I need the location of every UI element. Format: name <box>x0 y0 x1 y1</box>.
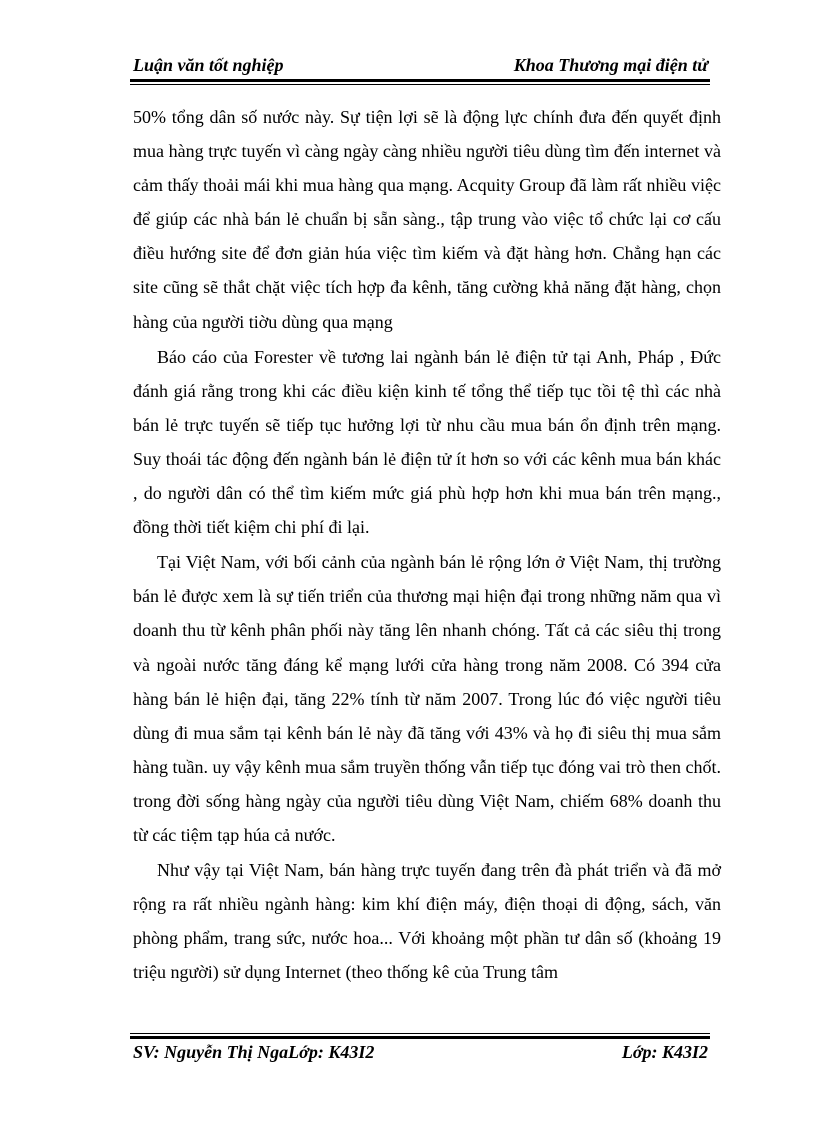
header-divider-thick <box>130 79 710 82</box>
paragraph-4: Như vậy tại Việt Nam, bán hàng trực tuyến đang trên đà phát triển và đã mở rộng ra rất nhiều ngành hàng: kim khí điện máy, điện thoại di động, sách, văn phòng phẩm, trang sức, nước hoa... Với khoảng một phần tư dân số (khoảng 19 triệu người) sử dụng Internet (theo thống kê của Trung tâm <box>133 860 721 983</box>
header-right-title: Khoa Thương mại điện tử <box>513 55 708 75</box>
paragraph-1: 50% tổng dân số nước này. Sự tiện lợi sẽ là động lực chính đưa đến quyết định mua hàng trực tuyến vì càng ngày càng nhiều người tiêu dùng tìm đến internet và cảm thấy thoải mái khi mua hàng qua mạng. Acquity Group đã làm rất nhiều việc để giúp các nhà bán lẻ chuẩn bị sẵn sàng., tập trung vào việc tổ chức lại cơ cấu điều hướng site để đơn giản húa việc tìm kiếm và đặt hàng hơn. Chẳng hạn các site cũng sẽ thắt chặt việc tích hợp đa kênh, tăng cường khả năng đặt hàng, chọn hàng của người tiờu dùng qua mạng <box>133 107 721 332</box>
page-footer <box>133 1040 708 1064</box>
paragraph-2: Báo cáo của Forester về tương lai ngành bán lẻ điện tử tại Anh, Pháp , Đức đánh giá rằng trong khi các điều kiện kinh tế tổng thể tiếp tục tồi tệ thì các nhà bán lẻ trực tuyến sẽ tiếp tục hưởng lợi từ nhu cầu mua bán ổn định trên mạng. Suy thoái tác động đến ngành bán lẻ điện tử ít hơn so với các kênh mua bán khác , do người dân có thể tìm kiếm mức giá phù hợp hơn khi mua bán trên mạng., đồng thời tiết kiệm chi phí đi lại. <box>133 346 721 538</box>
page-header <box>133 52 708 76</box>
body-text <box>133 100 721 989</box>
header-left-title: Luận văn tốt nghiệp <box>133 55 284 75</box>
footer-divider-thick <box>130 1036 710 1039</box>
header-divider-thin <box>130 84 710 85</box>
footer-class-info: Lớp: K43I2 <box>621 1041 708 1062</box>
paragraph-3: Tại Việt Nam, với bối cảnh của ngành bán lẻ rộng lớn ở Việt Nam, thị trường bán lẻ được xem là sự tiến triển của thương mại hiện đại trong những năm qua vì doanh thu từ kênh phân phối này tăng lên nhanh chóng. Tất cả các siêu thị trong và ngoài nước tăng đáng kể mạng lưới cửa hàng trong năm 2008. Có 394 cửa hàng bán lẻ hiện đại, tăng 22% tính từ năm 2007. Trong lúc đó việc người tiêu dùng đi mua sắm tại kênh bán lẻ này đã tăng với 43% và họ đi siêu thị mua sắm hàng tuần. uy vậy kênh mua sắm truyền thống vẫn tiếp tục đóng vai trò then chốt. trong đời sống hàng ngày của người tiêu dùng Việt Nam, chiếm 68% doanh thu từ các tiệm tạp húa cả nước. <box>133 552 721 845</box>
footer-student-info: SV: Nguyễn Thị NgaLớp: K43I2 <box>133 1041 375 1062</box>
footer-divider-thin <box>130 1033 710 1034</box>
